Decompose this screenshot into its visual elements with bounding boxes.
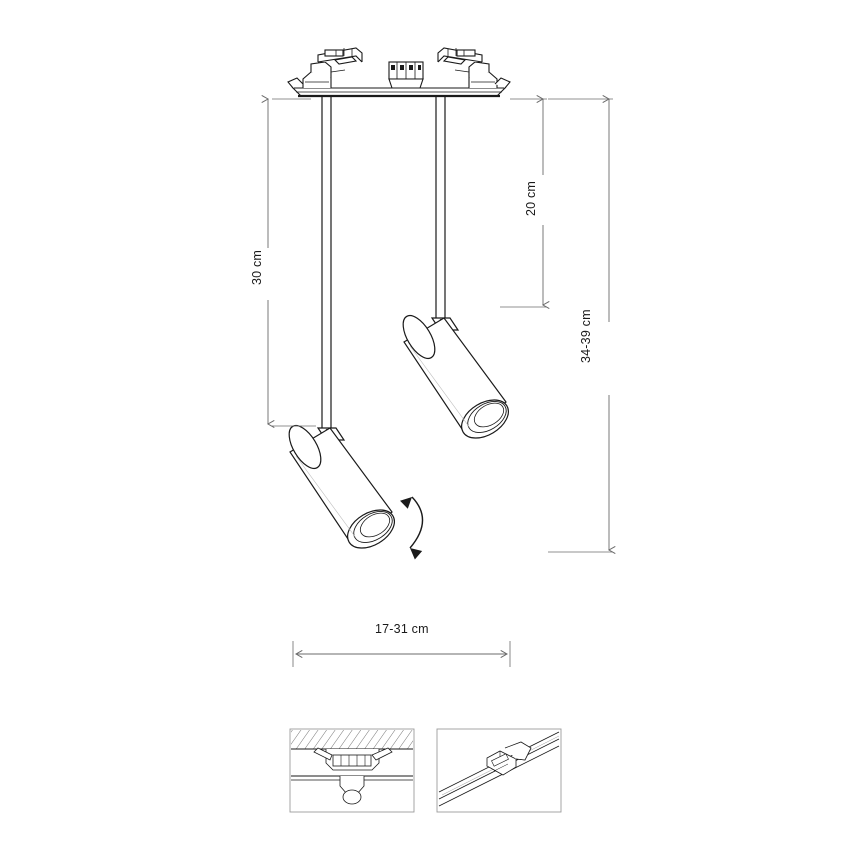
dimension-label-head-length: 20 cm <box>524 180 538 216</box>
right-lamp-arm <box>436 96 445 318</box>
left-lamp-head <box>283 421 401 556</box>
rotation-arrow <box>410 497 423 548</box>
dimension-width-spread <box>293 641 510 667</box>
dimension-drop-length <box>268 99 316 426</box>
dimension-label-drop-length: 30 cm <box>250 249 264 285</box>
ceiling-canopy <box>288 48 510 96</box>
track-mount-detail <box>437 729 561 812</box>
dimension-label-total-height: 34-39 cm <box>579 309 593 363</box>
ceiling-mount-detail <box>290 729 414 812</box>
right-lamp-head <box>397 311 515 446</box>
dimension-label-width-spread: 17-31 cm <box>375 622 429 636</box>
left-lamp-arm <box>322 96 331 428</box>
